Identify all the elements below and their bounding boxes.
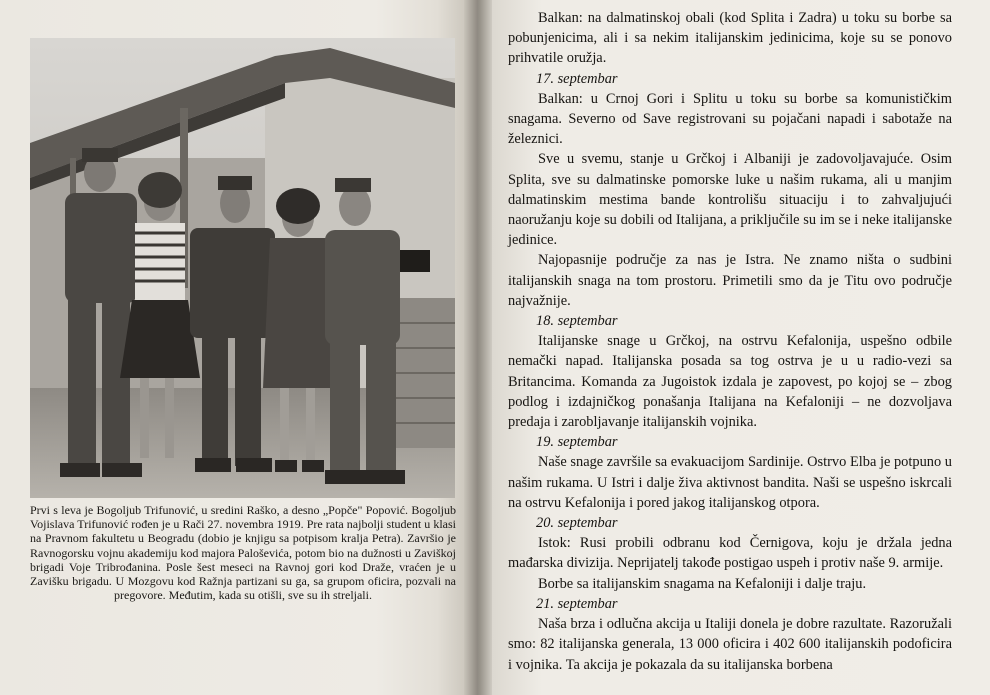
date-heading: 20. septembar	[536, 515, 618, 532]
paragraph: Najopasnije područje za nas je Istra. Ne znamo ništa o sudbini italijanskih snaga na tom prostoru. Primetili smo da je Titu ovo područje najvažnije.	[508, 252, 952, 309]
right-page-text	[508, 8, 952, 675]
paragraph: Naše snage završile sa evakuacijom Sardinije. Ostrvo Elba je potpuno u našim rukama. U Istri i dalje živa aktivnost bandita. Naši se uspešno iskrcali na ostrvu Kefalonija i pored jakog italijanskog otpora.	[508, 454, 952, 511]
date-heading: 18. septembar	[536, 313, 618, 330]
photo-caption-text: Prvi s leva je Bogoljub Trifunović, u sredini Raško, a desno „Popče" Popović. Bogoljub Vojislava Trifunović rođen je u Rači 27. novembra 1919. Pre rata najbolji student u klasi na Pravnom fakultetu u Beogradu (dobio je knjigu sa potpisom kralja Petra). Završio je Ravnogorsku vojnu akademiju kod majora Paloševića, potom bio na dužnosti u Zaviškoj brigadi Voje Tribrođanina. Posle šest meseci na Ravnoj gori kod Draže, vraćen je u Zavišku brigadu. U Mozgovu kod Ražnja partizani su ga, sa grupom oficira, pozvali na pregovore. Međutim, kada su otišli, sve su ih streljali.	[30, 503, 456, 603]
paragraph: Balkan: na dalmatinskoj obali (kod Splita i Zadra) u toku su borbe sa pobunjenicima, ali i sa nekim italijanskim jedinicima, koje su se ponovo prihvatile oružja.	[508, 10, 952, 67]
paragraph: Istok: Rusi probili odbranu kod Černigova, koju je držala jedna mađarska divizija. Neprijatelj takođe postigao uspeh i protiv naše 9. armije.	[508, 535, 952, 572]
date-heading: 19. septembar	[536, 434, 618, 451]
paragraph: Italijanske snage u Grčkoj, na ostrvu Kefalonija, uspešno odbile nemački napad. Italijanska posada sa tog ostrva je u u radio-vezi sa Britancima. Komanda za Jugoistok izdala je zapovest, po kojoj se – zbog podlog i izdajničkog ponašanja Italijana na Kefaloniji – ne dozvoljava predaja i zarobljavanje italijanskih vojnika.	[508, 333, 952, 431]
photo-caption	[30, 503, 456, 602]
paragraph: Balkan: u Crnoj Gori i Splitu u toku su borbe sa komunističkim snagama. Severno od Save registrovani su pojačani napadi i sabotaže na železnici.	[508, 90, 952, 148]
photograph-image	[30, 38, 455, 498]
date-heading: 17. septembar	[536, 70, 618, 87]
date-heading: 21. septembar	[536, 595, 618, 612]
paragraph: Naša brza i odlučna akcija u Italiji donela je dobre razultate. Razoružali smo: 82 italijanska generala, 13 000 oficira i 402 600 italijanskih podoficira i vojnika. Ta akcija je pokazala da su italijanska borbena	[508, 616, 952, 673]
paragraph: Sve u svemu, stanje u Grčkoj i Albaniji je zadovoljavajuće. Osim Splita, sve su dalmatinske pomorske luke u našim rukama, ali u manjim dalmatinskim mestima bande kontrolišu situaciju i to zahvaljujući naoružanju koje su dobili od Italijana, a priključile su im se i neke italijanske jedinice.	[508, 151, 952, 249]
paragraph: Borbe sa italijanskim snagama na Kefaloniji i dalje traju.	[538, 575, 867, 592]
book-gutter	[464, 0, 494, 695]
left-page	[0, 0, 470, 695]
group-photograph	[30, 38, 455, 498]
